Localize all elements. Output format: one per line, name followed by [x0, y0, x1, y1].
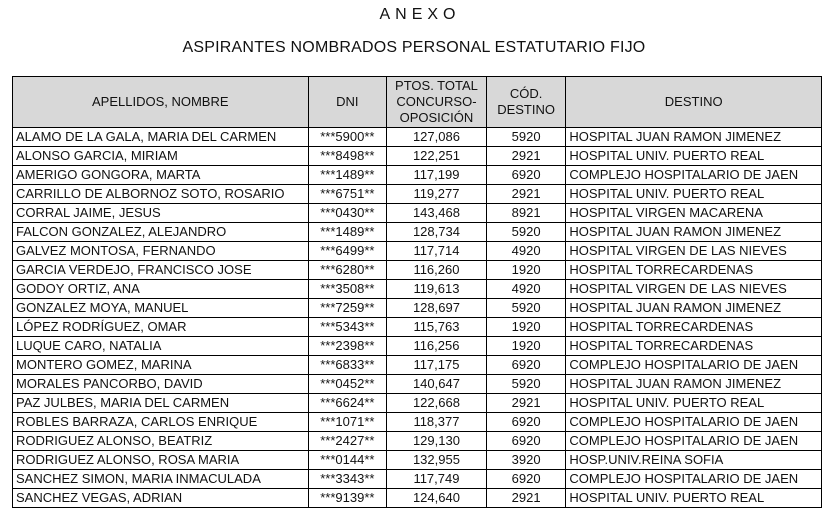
cell-nombre: CARRILLO DE ALBORNOZ SOTO, ROSARIO: [13, 185, 309, 204]
table-row: [13, 280, 822, 299]
cell-codigo: 6920: [486, 413, 566, 432]
cell-nombre: GALVEZ MONTOSA, FERNANDO: [13, 242, 309, 261]
cell-dni: ***0144**: [308, 451, 387, 470]
cell-destino: HOSPITAL TORRECARDENAS: [566, 318, 822, 337]
cell-codigo: 5920: [486, 128, 566, 147]
cell-nombre: FALCON GONZALEZ, ALEJANDRO: [13, 223, 309, 242]
table-row: [13, 128, 822, 147]
cell-puntos: 119,613: [387, 280, 487, 299]
cell-nombre: MORALES PANCORBO, DAVID: [13, 375, 309, 394]
cell-codigo: 6920: [486, 356, 566, 375]
cell-dni: ***1071**: [308, 413, 387, 432]
cell-destino: HOSPITAL JUAN RAMON JIMENEZ: [566, 375, 822, 394]
cell-nombre: LUQUE CARO, NATALIA: [13, 337, 309, 356]
cell-puntos: 128,697: [387, 299, 487, 318]
table-body: [13, 128, 822, 508]
cell-destino: HOSPITAL VIRGEN DE LAS NIEVES: [566, 280, 822, 299]
header-puntos-line: OPOSICIÓN: [399, 110, 474, 125]
cell-puntos: 132,955: [387, 451, 487, 470]
cell-codigo: 1920: [486, 261, 566, 280]
cell-puntos: 143,468: [387, 204, 487, 223]
cell-codigo: 5920: [486, 223, 566, 242]
cell-codigo: 1920: [486, 318, 566, 337]
cell-destino: HOSPITAL VIRGEN DE LAS NIEVES: [566, 242, 822, 261]
column-header-puntos: [387, 77, 487, 128]
table-row: [13, 394, 822, 413]
cell-codigo: 4920: [486, 280, 566, 299]
cell-destino: COMPLEJO HOSPITALARIO DE JAEN: [566, 432, 822, 451]
cell-puntos: 118,377: [387, 413, 487, 432]
cell-nombre: LÓPEZ RODRÍGUEZ, OMAR: [13, 318, 309, 337]
cell-dni: ***7259**: [308, 299, 387, 318]
table-row: [13, 451, 822, 470]
table-header-row: [13, 77, 822, 128]
table-row: [13, 223, 822, 242]
column-header-codigo: [486, 77, 566, 128]
cell-nombre: PAZ JULBES, MARIA DEL CARMEN: [13, 394, 309, 413]
cell-destino: COMPLEJO HOSPITALARIO DE JAEN: [566, 413, 822, 432]
cell-nombre: ROBLES BARRAZA, CARLOS ENRIQUE: [13, 413, 309, 432]
cell-dni: ***6833**: [308, 356, 387, 375]
cell-dni: ***5900**: [308, 128, 387, 147]
cell-destino: COMPLEJO HOSPITALARIO DE JAEN: [566, 166, 822, 185]
cell-nombre: RODRIGUEZ ALONSO, ROSA MARIA: [13, 451, 309, 470]
table-row: [13, 242, 822, 261]
cell-destino: HOSPITAL JUAN RAMON JIMENEZ: [566, 128, 822, 147]
cell-destino: HOSPITAL TORRECARDENAS: [566, 337, 822, 356]
cell-dni: ***2398**: [308, 337, 387, 356]
cell-puntos: 115,763: [387, 318, 487, 337]
table-row: [13, 375, 822, 394]
cell-codigo: 2921: [486, 394, 566, 413]
cell-dni: ***1489**: [308, 166, 387, 185]
cell-destino: HOSPITAL JUAN RAMON JIMENEZ: [566, 223, 822, 242]
cell-destino: COMPLEJO HOSPITALARIO DE JAEN: [566, 470, 822, 489]
cell-dni: ***6499**: [308, 242, 387, 261]
cell-dni: ***0430**: [308, 204, 387, 223]
cell-codigo: 2921: [486, 489, 566, 508]
cell-codigo: 6920: [486, 470, 566, 489]
cell-destino: HOSPITAL VIRGEN MACARENA: [566, 204, 822, 223]
cell-puntos: 127,086: [387, 128, 487, 147]
cell-nombre: SANCHEZ SIMON, MARIA INMACULADA: [13, 470, 309, 489]
cell-codigo: 8921: [486, 204, 566, 223]
cell-nombre: ALONSO GARCIA, MIRIAM: [13, 147, 309, 166]
table-row: [13, 147, 822, 166]
cell-puntos: 129,130: [387, 432, 487, 451]
cell-nombre: AMERIGO GONGORA, MARTA: [13, 166, 309, 185]
table-row: [13, 413, 822, 432]
appointees-table: [12, 76, 822, 508]
cell-destino: HOSP.UNIV.REINA SOFIA: [566, 451, 822, 470]
cell-dni: ***3343**: [308, 470, 387, 489]
header-puntos-line: CONCURSO-: [396, 94, 477, 109]
column-header-dni: DNI: [308, 77, 387, 128]
cell-destino: HOSPITAL UNIV. PUERTO REAL: [566, 185, 822, 204]
cell-puntos: 119,277: [387, 185, 487, 204]
table-row: [13, 185, 822, 204]
cell-puntos: 117,749: [387, 470, 487, 489]
cell-dni: ***2427**: [308, 432, 387, 451]
cell-puntos: 117,175: [387, 356, 487, 375]
cell-nombre: GODOY ORTIZ, ANA: [13, 280, 309, 299]
header-puntos-line: PTOS. TOTAL: [395, 78, 478, 93]
cell-nombre: MONTERO GOMEZ, MARINA: [13, 356, 309, 375]
header-codigo-line: CÓD.: [509, 86, 543, 101]
cell-codigo: 6920: [486, 166, 566, 185]
cell-puntos: 117,199: [387, 166, 487, 185]
column-header-destino: DESTINO: [566, 77, 822, 128]
cell-nombre: SANCHEZ VEGAS, ADRIAN: [13, 489, 309, 508]
table-row: [13, 204, 822, 223]
table-row: [13, 337, 822, 356]
cell-nombre: RODRIGUEZ ALONSO, BEATRIZ: [13, 432, 309, 451]
cell-codigo: 5920: [486, 375, 566, 394]
cell-dni: ***0452**: [308, 375, 387, 394]
cell-puntos: 122,668: [387, 394, 487, 413]
table-row: [13, 166, 822, 185]
table-row: [13, 318, 822, 337]
cell-puntos: 117,714: [387, 242, 487, 261]
table-row: [13, 356, 822, 375]
cell-destino: HOSPITAL UNIV. PUERTO REAL: [566, 394, 822, 413]
table-row: [13, 489, 822, 508]
table-row: [13, 470, 822, 489]
cell-codigo: 2921: [486, 185, 566, 204]
table-row: [13, 432, 822, 451]
cell-puntos: 124,640: [387, 489, 487, 508]
cell-codigo: 1920: [486, 337, 566, 356]
cell-puntos: 122,251: [387, 147, 487, 166]
cell-nombre: CORRAL JAIME, JESUS: [13, 204, 309, 223]
cell-dni: ***8498**: [308, 147, 387, 166]
cell-destino: COMPLEJO HOSPITALARIO DE JAEN: [566, 356, 822, 375]
cell-dni: ***1489**: [308, 223, 387, 242]
cell-destino: HOSPITAL JUAN RAMON JIMENEZ: [566, 299, 822, 318]
cell-dni: ***5343**: [308, 318, 387, 337]
column-header-nombre: APELLIDOS, NOMBRE: [13, 77, 309, 128]
cell-dni: ***6624**: [308, 394, 387, 413]
cell-codigo: 6920: [486, 432, 566, 451]
cell-codigo: 3920: [486, 451, 566, 470]
cell-destino: HOSPITAL TORRECARDENAS: [566, 261, 822, 280]
cell-dni: ***6751**: [308, 185, 387, 204]
cell-puntos: 140,647: [387, 375, 487, 394]
cell-dni: ***3508**: [308, 280, 387, 299]
cell-nombre: GONZALEZ MOYA, MANUEL: [13, 299, 309, 318]
cell-puntos: 128,734: [387, 223, 487, 242]
cell-puntos: 116,260: [387, 261, 487, 280]
cell-codigo: 5920: [486, 299, 566, 318]
cell-codigo: 2921: [486, 147, 566, 166]
table-row: [13, 261, 822, 280]
cell-destino: HOSPITAL UNIV. PUERTO REAL: [566, 147, 822, 166]
cell-codigo: 4920: [486, 242, 566, 261]
cell-dni: ***9139**: [308, 489, 387, 508]
cell-nombre: GARCIA VERDEJO, FRANCISCO JOSE: [13, 261, 309, 280]
cell-nombre: ALAMO DE LA GALA, MARIA DEL CARMEN: [13, 128, 309, 147]
document-subtitle: ASPIRANTES NOMBRADOS PERSONAL ESTATUTARIO FIJO: [182, 39, 646, 56]
cell-puntos: 116,256: [387, 337, 487, 356]
document-heading: ANEXO: [379, 6, 461, 23]
header-codigo-line: DESTINO: [497, 102, 555, 117]
cell-dni: ***6280**: [308, 261, 387, 280]
cell-destino: HOSPITAL UNIV. PUERTO REAL: [566, 489, 822, 508]
table-row: [13, 299, 822, 318]
